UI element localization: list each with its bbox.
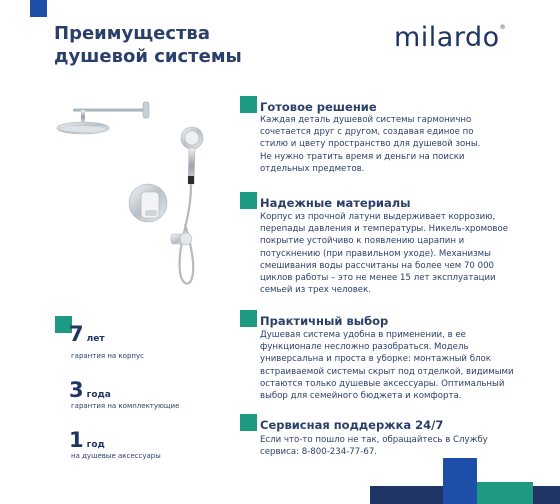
feature-line: функционале несложно разобраться. Модель bbox=[260, 342, 469, 353]
stat-number bbox=[69, 322, 105, 351]
feature-title: Готовое решение bbox=[260, 100, 377, 114]
corner-decoration-bottom-teal bbox=[477, 482, 533, 504]
page-title-line1: Преимущества bbox=[54, 23, 210, 44]
feature-text bbox=[260, 329, 520, 402]
feature-line: Душевая система удобна в применении, в ее bbox=[260, 330, 466, 340]
feature-line: универсальна и проста в уборке: монтажный блок bbox=[260, 354, 491, 365]
feature-marker bbox=[240, 414, 257, 431]
stat-unit: лет bbox=[86, 334, 105, 344]
feature-line: циклов работы – это не менее 15 лет эксплуатации bbox=[260, 273, 496, 284]
brand-logo bbox=[394, 22, 506, 53]
stat-value: 3 bbox=[69, 378, 84, 402]
feature-marker bbox=[240, 96, 257, 113]
feature-line: сервиса: 8-800-234-77-67. bbox=[260, 447, 378, 458]
stat-unit: год bbox=[86, 440, 105, 450]
feature-title: Надежные материалы bbox=[260, 196, 411, 210]
stat-unit: года bbox=[86, 390, 111, 400]
stat-value: 1 bbox=[69, 428, 84, 452]
corner-decoration-bottom-blue bbox=[443, 458, 477, 504]
feature-text bbox=[260, 434, 520, 458]
feature-line: сочетается друг с другом, создавая единое по bbox=[260, 127, 474, 138]
feature-line: Если что-то пошло не так, обращайтесь в Службу bbox=[260, 435, 488, 445]
shower-system-image bbox=[55, 92, 230, 302]
feature-line: встраиваемой системы скрыт под отделкой, видимыми bbox=[260, 366, 514, 377]
feature-title: Сервисная поддержка 24/7 bbox=[260, 418, 444, 432]
feature-line: смешивания воды рассчитаны на более чем 70 000 bbox=[260, 260, 495, 271]
feature-line: стилю и цвету пространство для душевой зоны. bbox=[260, 139, 481, 150]
stat-caption: на душевые аксессуары bbox=[71, 452, 161, 460]
feature-line: Каждая деталь душевой системы гармонично bbox=[260, 115, 472, 125]
feature-text bbox=[260, 114, 520, 175]
feature-text bbox=[260, 211, 520, 296]
feature-line: покрытие устойчиво к появлению царапин и bbox=[260, 236, 465, 247]
stat-caption: гарантия на корпус bbox=[71, 352, 144, 360]
feature-title: Практичный выбор bbox=[260, 314, 389, 328]
feature-line: семьей из трех человек. bbox=[260, 285, 372, 296]
page-title-line2: душевой системы bbox=[54, 46, 242, 67]
feature-line: остаются только душевые аксессуары. Оптимальный bbox=[260, 378, 505, 389]
feature-line: Не нужно тратить время и деньги на поиски bbox=[260, 151, 465, 162]
page-title bbox=[54, 22, 242, 68]
registered-mark: ® bbox=[499, 24, 507, 31]
feature-line: отдельных предметов. bbox=[260, 163, 365, 174]
stat-value: 7 bbox=[69, 322, 84, 346]
stat-caption: гарантия на комплектующие bbox=[71, 402, 180, 410]
feature-line: Корпус из прочной латуни выдерживает коррозию, bbox=[260, 212, 496, 222]
feature-marker bbox=[240, 192, 257, 209]
feature-marker bbox=[240, 310, 257, 327]
brand-logo-text: milardo bbox=[394, 22, 500, 53]
feature-line: выбор для семейного бюджета и комфорта. bbox=[260, 391, 462, 402]
corner-decoration-top-left bbox=[30, 0, 47, 17]
feature-line: перепады давления и температуры. Никель-хромовое bbox=[260, 224, 508, 235]
feature-line: потускнению (при правильном уходе). Механизмы bbox=[260, 248, 491, 259]
